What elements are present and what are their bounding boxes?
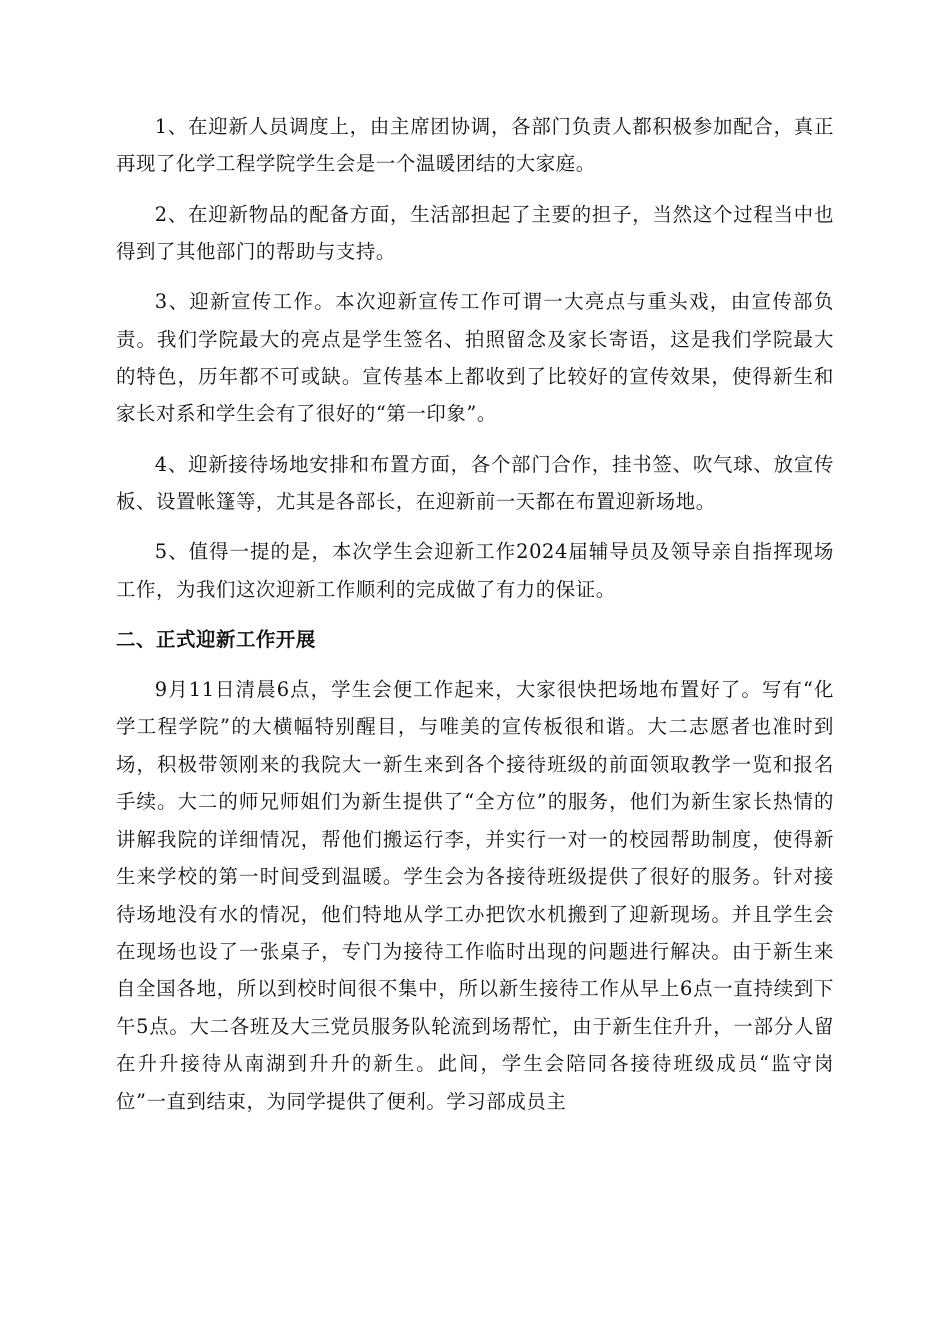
paragraph-item-1: 1、在迎新人员调度上，由主席团协调，各部门负责人都积极参加配合，真正再现了化学工程学院学生会是一个温暖团结的大家庭。: [116, 115, 834, 176]
document-body: [116, 108, 834, 1133]
paragraph-item-3: 3、迎新宣传工作。本次迎新宣传工作可谓一大亮点与重头戏，由宣传部负责。我们学院最大的亮点是学生签名、拍照留念及家长寄语，这是我们学院最大的特色，历年都不可或缺。宣传基本上都收到了比较好的宣传效果，使得新生和家长对系和学生会有了很好的“第一印象”。: [116, 290, 834, 426]
section-heading: 二、正式迎新工作开展: [116, 627, 316, 651]
paragraph-item-4: 4、迎新接待场地安排和布置方面，各个部门合作，挂书签、吹气球、放宣传板、设置帐篷等，尤其是各部长，在迎新前一天都在布置迎新场地。: [116, 452, 834, 514]
paragraph-main: 9月11日清晨6点，学生会便工作起来，大家很快把场地布置好了。写有“化学工程学院”的大横幅特别醒目，与唯美的宣传板很和谐。大二志愿者也准时到场，积极带领刚来的我院大一新生来到各个接待班级的前面领取教学一览和报名手续。大二的师兄师姐们为新生提供了“全方位”的服务，他们为新生家长热情的讲解我院的详细情况，帮他们搬运行李，并实行一对一的校园帮助制度，使得新生来学校的第一时间受到温暖。学生会为各接待班级提供了很好的服务。针对接待场地没有水的情况，他们特地从学工办把饮水机搬到了迎新现场。并且学生会在现场也设了一张桌子，专门为接待工作临时出现的问题进行解决。由于新生来自全国各地，所以到校时间很不集中，所以新生接待工作从早上6点一直持续到下午5点。大二各班及大三党员服务队轮流到场帮忙，由于新生住升升，一部分人留在升升接待从南湖到升升的新生。此间，学生会陪同各接待班级成员“监守岗位”一直到结束，为同学提供了便利。学习部成员主: [116, 678, 834, 1113]
paragraph-item-5: 5、值得一提的是，本次学生会迎新工作2024届辅导员及领导亲自指挥现场工作，为我们这次迎新工作顺利的完成做了有力的保证。: [116, 540, 834, 601]
paragraph-item-2: 2、在迎新物品的配备方面，生活部担起了主要的担子，当然这个过程当中也得到了其他部门的帮助与支持。: [116, 202, 834, 264]
